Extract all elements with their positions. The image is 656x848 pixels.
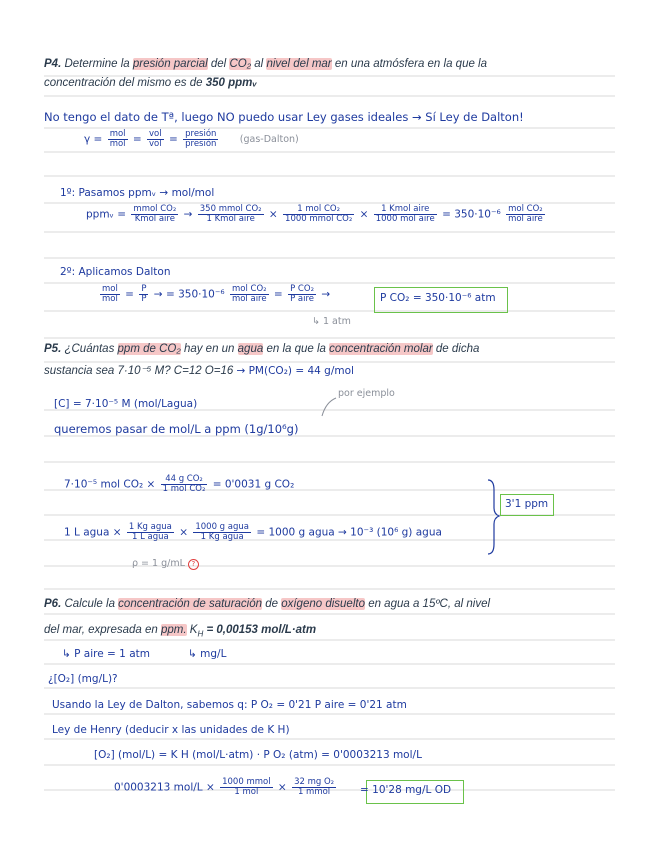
p6-highlight-ppm: ppm. [161, 624, 187, 636]
p5-question-line1: P5. ¿Cuántas ppm de CO₂ hay en un agua en la que la concentración molar de dicha [44, 343, 480, 355]
p5-highlight-molar: concentración molar [329, 343, 433, 355]
p4-note-dalton: No tengo el dato de Tª, luego NO puedo usar Ley gases ideales → Sí Ley de Dalton! [44, 110, 524, 124]
p4-step2-dalton: mol mol = $\frac{P}{P}$ → = 350·10⁻⁶ mol CO₂ mol aire = P CO₂ P aire → [102, 284, 331, 304]
pointer-arc [322, 398, 336, 416]
p4-number: P4. [44, 58, 62, 70]
p5-result: 3'1 ppm [505, 498, 549, 510]
p6-henry-calc: [O₂] (mol/L) = K H (mol/L·atm) · P O₂ (atm) = 0'0003213 mol/L [94, 749, 422, 761]
p4-step2-title: 2º: Aplicamos Dalton [60, 266, 171, 278]
p4-step1-conversion: ppmᵥ = mmol CO₂ Kmol aire → 350 mmol CO₂ 1 Kmol aire × 1 mol CO₂ 1000 mmol CO₂ × 1 Kmol aire 1000 mol aire = 350·10⁻⁶ mol CO₂ mol aire [86, 204, 543, 224]
p4-question-line2: concentración del mismo es de 350 ppmᵥ [44, 77, 258, 89]
p6-question: ¿[O₂] (mg/L)? [48, 673, 118, 685]
p6-pressure-note: ↳ P aire = 1 atm [62, 648, 150, 660]
p5-concentration: [C] = 7·10⁻⁵ M (mol/Lagua) [54, 398, 198, 410]
p6-question-line2: del mar, expresada en ppm. $K_H = 0,00153$ mol/L·atm [44, 624, 317, 639]
p6-result: = 10'28 mg/L OD [360, 784, 452, 796]
p6-final-calc: 0'0003213 mol/L × 1000 mmol 1 mol × 32 mg O₂ 1 mmol [114, 777, 335, 797]
p5-mass-co2: 7·10⁻⁵ mol CO₂ × 44 g CO₂ 1 mol CO₂ = 0'0031 g CO₂ [64, 474, 295, 494]
question-mark-circle: ? [188, 559, 199, 570]
p5-density-note: ρ = 1 g/mL ? [132, 558, 199, 570]
p5-question-line2: sustancia sea 7·10⁻⁵ M? C=12 O=16 → PM(CO₂) = 44 g/mol [44, 365, 354, 377]
p4-result: P CO₂ = 350·10⁻⁶ atm [380, 292, 496, 304]
p4-question-line1: P4. Determine la presión parcial del CO₂ al nivel del mar en una atmósfera en la que la [44, 58, 488, 70]
p6-highlight-saturacion: concentración de saturación [118, 598, 263, 610]
p6-highlight-oxigeno: oxígeno disuelto [281, 598, 365, 610]
p6-units-note: ↳ mg/L [188, 648, 227, 660]
brace-p5 [488, 480, 499, 554]
p5-highlight-agua: agua [237, 343, 264, 355]
p6-henry-line: Ley de Henry (deducir x las unidades de K H) [52, 724, 290, 736]
p5-mass-water: 1 L agua × 1 Kg agua 1 L agua × 1000 g agua 1 Kg agua = 1000 g agua → 10⁻³ (10⁶ g) agua [64, 522, 442, 542]
p4-highlight-co2: CO₂ [229, 58, 252, 70]
p4-highlight-nivel: nivel del mar [266, 58, 332, 70]
p6-dalton-line: Usando la Ley de Dalton, sabemos q: P O₂ = 0'21 P aire = 0'21 atm [52, 699, 407, 711]
p4-note-1atm: ↳ 1 atm [312, 316, 351, 327]
p4-highlight-presion: presión parcial [132, 58, 208, 70]
p6-question-line1: P6. Calcule la concentración de saturación de oxígeno disuelto en agua a 15ºC, al nivel [44, 598, 491, 610]
p5-highlight-ppm: ppm de CO₂ [117, 343, 181, 355]
p4-step1-title: 1º: Pasamos ppmᵥ → mol/mol [60, 187, 215, 199]
p5-goal: queremos pasar de mol/L a ppm (1g/10⁶g) [54, 422, 299, 436]
p5-note-ejemplo: por ejemplo [338, 388, 395, 399]
p4-ratio-line: γ = mol mol = vol vol = presión presión (gas-Dalton) [84, 129, 299, 149]
